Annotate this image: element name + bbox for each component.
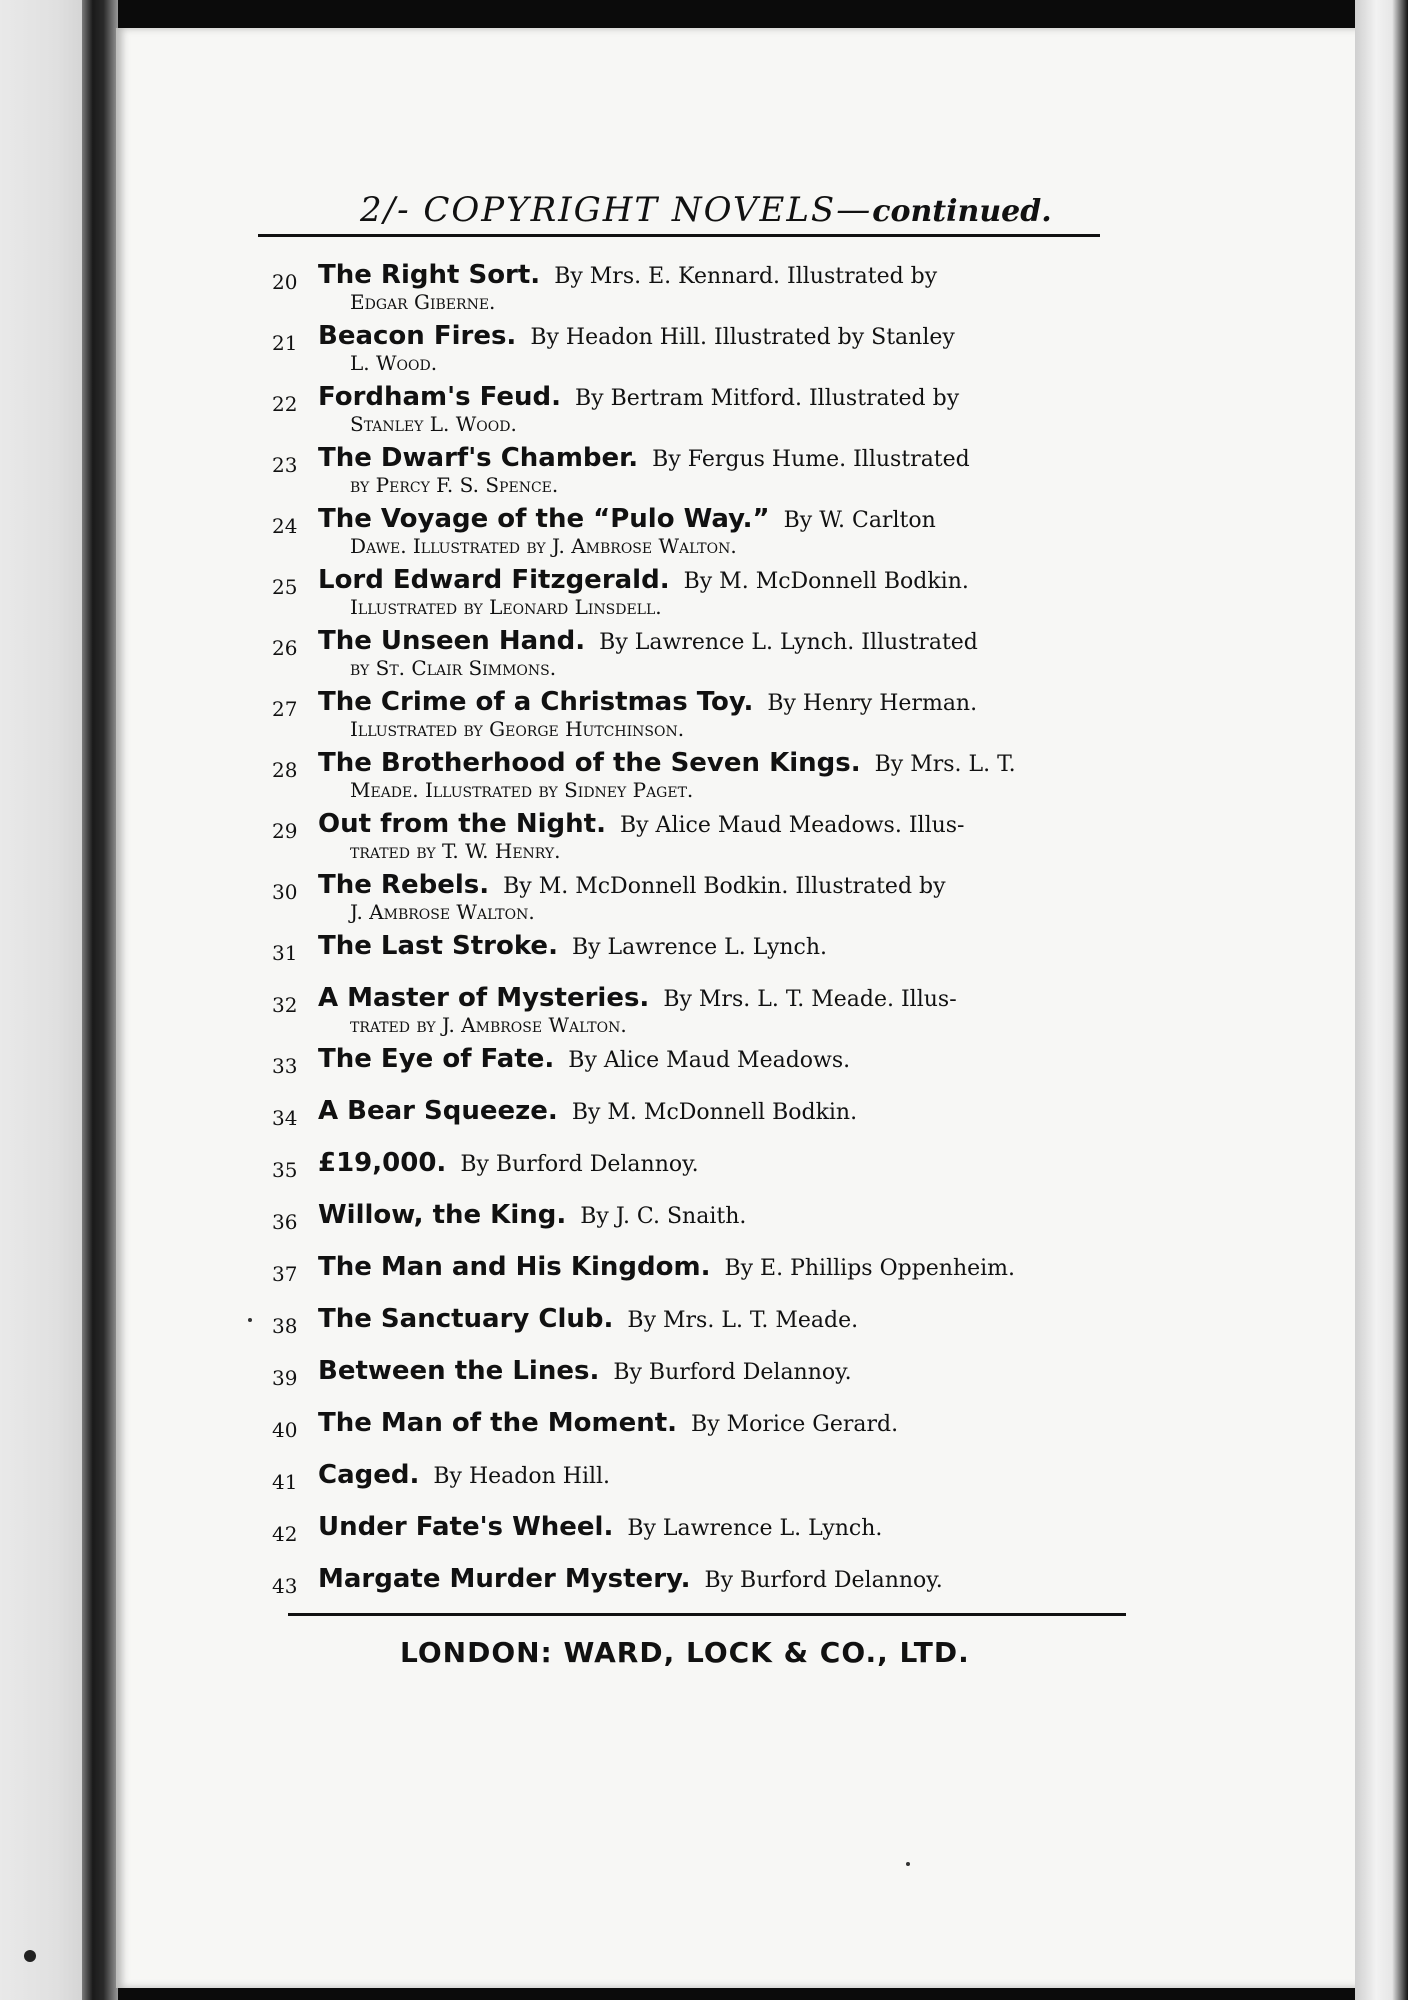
list-item <box>272 1564 1132 1598</box>
entry-title: Margate Murder Mystery. <box>318 1564 691 1594</box>
list-item <box>272 262 1132 314</box>
entry-subline: by St. Clair Simmons. <box>350 656 557 680</box>
entry-number: 21 <box>272 331 298 355</box>
book-gutter <box>82 0 118 2000</box>
entry-number: 40 <box>272 1418 298 1442</box>
entry-number: 31 <box>272 941 298 965</box>
entry-number: 38 <box>272 1314 298 1338</box>
entry-title: The Crime of a Christmas Toy. <box>318 687 754 717</box>
entry-subline: Meade. Illustrated by Sidney Paget. <box>350 778 694 802</box>
entry-body <box>318 933 1132 961</box>
entry-title: The Voyage of the “Pulo Way.” <box>318 504 770 534</box>
entry-number: 30 <box>272 880 298 904</box>
entry-author-line: By Morice Gerard. <box>691 1412 899 1437</box>
list-item <box>272 689 1132 741</box>
entry-body <box>318 445 1132 473</box>
publisher-imprint: LONDON: WARD, LOCK & CO., LTD. <box>400 1636 970 1669</box>
entry-number: 41 <box>272 1470 298 1494</box>
list-item <box>272 750 1132 802</box>
entry-title: Under Fate's Wheel. <box>318 1512 614 1542</box>
list-item <box>272 1044 1132 1078</box>
entry-author-line: By Mrs. L. T. Meade. Illus- <box>663 987 957 1012</box>
entry-author-line: By M. McDonnell Bodkin. <box>683 569 969 594</box>
entry-author-line: By Burford Delannoy. <box>613 1360 852 1385</box>
entry-author-line: By Alice Maud Meadows. Illus- <box>619 813 965 838</box>
list-item <box>272 931 1132 965</box>
entry-body <box>318 1410 1132 1438</box>
entry-author-line: By Mrs. E. Kennard. Illustrated by <box>554 264 938 289</box>
list-item <box>272 1512 1132 1546</box>
list-item <box>272 506 1132 558</box>
entry-author-line: By Burford Delannoy. <box>460 1152 699 1177</box>
entry-body <box>318 323 1132 351</box>
entry-author-line: By Bertram Mitford. Illustrated by <box>574 386 960 411</box>
entry-number: 28 <box>272 758 298 782</box>
entry-body <box>318 1514 1132 1542</box>
entry-subline: Edgar Giberne. <box>350 290 496 314</box>
list-item <box>272 1408 1132 1442</box>
footer-rule <box>288 1613 1126 1616</box>
entry-number: 43 <box>272 1574 298 1598</box>
entry-title: The Man and His Kingdom. <box>318 1252 711 1282</box>
entry-title: The Eye of Fate. <box>318 1044 555 1074</box>
entry-author-line: By J. C. Snaith. <box>580 1204 747 1229</box>
list-item <box>272 567 1132 619</box>
entry-title: The Right Sort. <box>318 260 541 290</box>
entry-number: 25 <box>272 575 298 599</box>
entry-title: The Brotherhood of the Seven Kings. <box>318 748 861 778</box>
list-item <box>272 384 1132 436</box>
entry-title: Between the Lines. <box>318 1356 600 1386</box>
entry-body <box>318 1254 1132 1282</box>
entry-body <box>318 1462 1132 1490</box>
entry-author-line: By M. McDonnell Bodkin. <box>571 1100 858 1125</box>
entry-number: 39 <box>272 1366 298 1390</box>
entry-title: The Last Stroke. <box>318 931 558 961</box>
entry-body <box>318 567 1132 595</box>
entry-title: Out from the Night. <box>318 809 606 839</box>
entry-subline: J. Ambrose Walton. <box>350 900 535 924</box>
entry-title: The Unseen Hand. <box>318 626 586 656</box>
entry-title: Lord Edward Fitzgerald. <box>318 565 670 595</box>
list-item <box>272 1148 1132 1182</box>
entry-subline: Illustrated by George Hutchinson. <box>350 717 685 741</box>
page-speck <box>248 1318 252 1322</box>
list-item <box>272 1252 1132 1286</box>
entry-subline: Stanley L. Wood. <box>350 412 517 436</box>
entry-number: 26 <box>272 636 298 660</box>
entry-body <box>318 262 1132 290</box>
entry-body <box>318 750 1132 778</box>
entry-author-line: By Lawrence L. Lynch. Illustrated <box>599 630 978 655</box>
entry-author-line: By Headon Hill. <box>433 1464 611 1489</box>
entry-author-line: By Headon Hill. Illustrated by Stanley <box>530 325 955 350</box>
entry-subline: trated by J. Ambrose Walton. <box>350 1013 627 1037</box>
entry-body <box>318 628 1132 656</box>
entry-author-line: By Fergus Hume. Illustrated <box>652 447 970 472</box>
entry-author-line: By M. McDonnell Bodkin. Illustrated by <box>503 874 946 899</box>
list-item <box>272 1304 1132 1338</box>
header-prefix: 2/- COPYRIGHT NOVELS— <box>360 190 873 230</box>
entry-body <box>318 1566 1132 1594</box>
page-edge-right <box>1355 0 1408 2000</box>
list-item <box>272 323 1132 375</box>
entry-body <box>318 872 1132 900</box>
entry-title: A Bear Squeeze. <box>318 1096 558 1126</box>
entry-subline: by Percy F. S. Spence. <box>350 473 559 497</box>
entry-title: Willow, the King. <box>318 1200 567 1230</box>
entry-title: Caged. <box>318 1460 420 1490</box>
list-item <box>272 872 1132 924</box>
list-item <box>272 1460 1132 1494</box>
list-item <box>272 628 1132 680</box>
entry-body <box>318 985 1132 1013</box>
list-item <box>272 445 1132 497</box>
entry-body <box>318 689 1132 717</box>
ink-speck <box>24 1950 36 1962</box>
entry-number: 27 <box>272 697 298 721</box>
entry-number: 33 <box>272 1054 298 1078</box>
entry-title: The Sanctuary Club. <box>318 1304 614 1334</box>
entry-author-line: By Alice Maud Meadows. <box>568 1048 851 1073</box>
entry-body <box>318 811 1132 839</box>
entry-number: 24 <box>272 514 298 538</box>
entry-title: £19,000. <box>318 1148 447 1178</box>
list-item <box>272 811 1132 863</box>
entry-title: A Master of Mysteries. <box>318 983 650 1013</box>
entry-author-line: By Lawrence L. Lynch. <box>571 935 828 960</box>
entry-author-line: By Lawrence L. Lynch. <box>627 1516 883 1541</box>
entry-number: 37 <box>272 1262 298 1286</box>
entry-number: 22 <box>272 392 298 416</box>
header-continued: continued. <box>872 194 1052 229</box>
list-item <box>272 1356 1132 1390</box>
entry-title: The Man of the Moment. <box>318 1408 678 1438</box>
entry-subline: Dawe. Illustrated by J. Ambrose Walton. <box>350 534 737 558</box>
entry-number: 42 <box>272 1522 298 1546</box>
entry-body <box>318 1098 1132 1126</box>
entry-subline: trated by T. W. Henry. <box>350 839 561 863</box>
entry-number: 34 <box>272 1106 298 1130</box>
entry-number: 36 <box>272 1210 298 1234</box>
list-item <box>272 1200 1132 1234</box>
entry-author-line: By Henry Herman. <box>767 691 978 716</box>
entry-body <box>318 506 1132 534</box>
entry-title: Fordham's Feud. <box>318 382 561 412</box>
entry-author-line: By Mrs. L. T. <box>874 752 1016 777</box>
novel-list <box>272 262 1132 1618</box>
entry-author-line: By Mrs. L. T. Meade. <box>627 1308 859 1333</box>
entry-author-line: By Burford Delannoy. <box>704 1568 943 1593</box>
entry-body <box>318 1306 1132 1334</box>
entry-subline: L. Wood. <box>350 351 438 375</box>
facing-page-edge <box>0 0 95 2000</box>
entry-title: Beacon Fires. <box>318 321 517 351</box>
entry-title: The Dwarf's Chamber. <box>318 443 639 473</box>
page-speck <box>906 1862 910 1866</box>
entry-number: 35 <box>272 1158 298 1182</box>
entry-number: 29 <box>272 819 298 843</box>
list-item <box>272 985 1132 1037</box>
entry-number: 20 <box>272 270 298 294</box>
entry-body <box>318 1202 1132 1230</box>
entry-body <box>318 1046 1132 1074</box>
entry-title: The Rebels. <box>318 870 490 900</box>
entry-body <box>318 1150 1132 1178</box>
entry-number: 23 <box>272 453 298 477</box>
entry-body <box>318 384 1132 412</box>
page-header <box>360 190 1052 230</box>
header-rule <box>258 234 1100 237</box>
entry-author-line: By W. Carlton <box>783 508 936 533</box>
entry-subline: Illustrated by Leonard Linsdell. <box>350 595 662 619</box>
entry-number: 32 <box>272 993 298 1017</box>
entry-body <box>318 1358 1132 1386</box>
entry-author-line: By E. Phillips Oppenheim. <box>724 1256 1016 1281</box>
list-item <box>272 1096 1132 1130</box>
